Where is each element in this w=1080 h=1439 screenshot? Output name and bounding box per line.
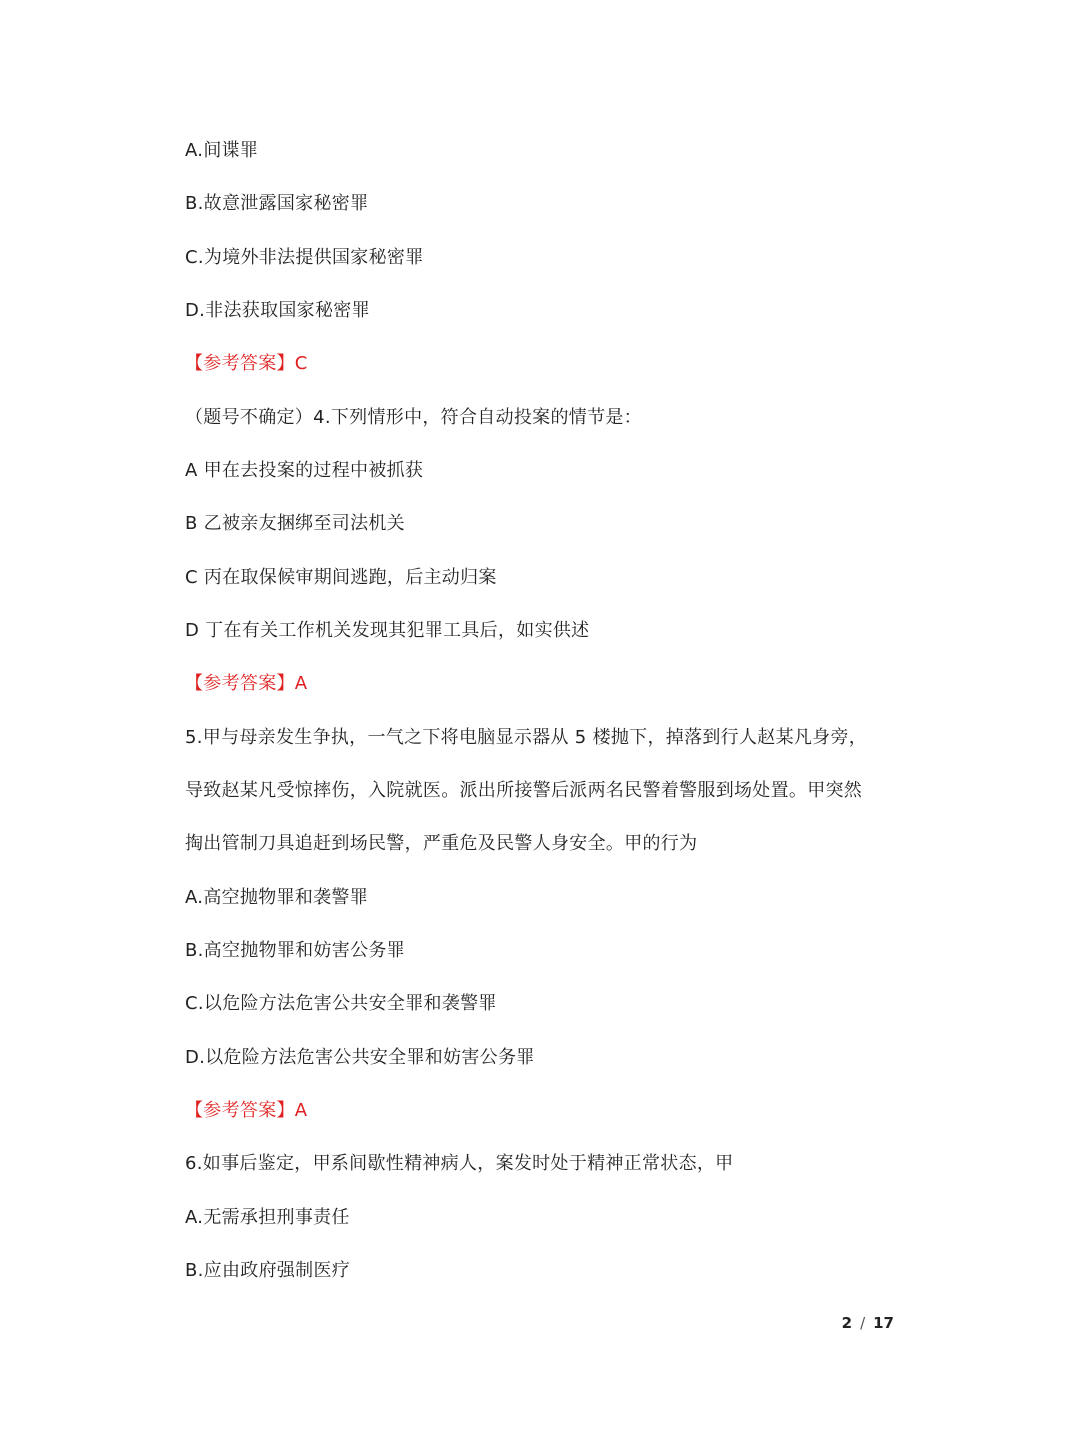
q5-option-a: A.高空抛物罪和袭警罪 (185, 887, 369, 908)
q3-answer: 【参考答案】C (185, 353, 308, 374)
q3-option-b: B.故意泄露国家秘密罪 (185, 193, 369, 214)
q6-option-b: B.应由政府强制医疗 (185, 1260, 351, 1281)
q5-option-c: C.以危险方法危害公共安全罪和袭警罪 (185, 993, 497, 1014)
q4-option-d: D 丁在有关工作机关发现其犯罪工具后，如实供述 (185, 620, 590, 641)
q5-stem-line-2: 导致赵某凡受惊摔伤，入院就医。派出所接警后派两名民警着警服到场处置。甲突然 (185, 780, 863, 801)
page-separator: / (860, 1314, 866, 1332)
total-pages-number: 17 (873, 1314, 894, 1332)
q5-stem-line-1: 5.甲与母亲发生争执，一气之下将电脑显示器从 5 楼抛下，掉落到行人赵某凡身旁， (185, 727, 868, 748)
q4-stem: （题号不确定）4.下列情形中，符合自动投案的情节是： (185, 407, 642, 428)
q4-option-b: B 乙被亲友捆绑至司法机关 (185, 513, 405, 534)
q3-option-c: C.为境外非法提供国家秘密罪 (185, 247, 424, 268)
q4-answer: 【参考答案】A (185, 673, 308, 694)
q5-stem-line-3: 掏出管制刀具追赶到场民警，严重危及民警人身安全。甲的行为 (185, 833, 698, 854)
q6-option-a: A.无需承担刑事责任 (185, 1207, 350, 1228)
current-page-number: 2 (841, 1314, 853, 1332)
q4-option-c: C 丙在取保候审期间逃跑，后主动归案 (185, 567, 497, 588)
page-number (842, 1313, 894, 1333)
q5-answer: 【参考答案】A (185, 1100, 308, 1121)
q4-option-a: A 甲在去投案的过程中被抓获 (185, 460, 424, 481)
q5-option-b: B.高空抛物罪和妨害公务罪 (185, 940, 405, 961)
q5-option-d: D.以危险方法危害公共安全罪和妨害公务罪 (185, 1047, 535, 1068)
q3-option-a: A.间谍罪 (185, 140, 259, 161)
q3-option-d: D.非法获取国家秘密罪 (185, 300, 370, 321)
q6-stem: 6.如事后鉴定，甲系间歇性精神病人，案发时处于精神正常状态，甲 (185, 1153, 734, 1174)
